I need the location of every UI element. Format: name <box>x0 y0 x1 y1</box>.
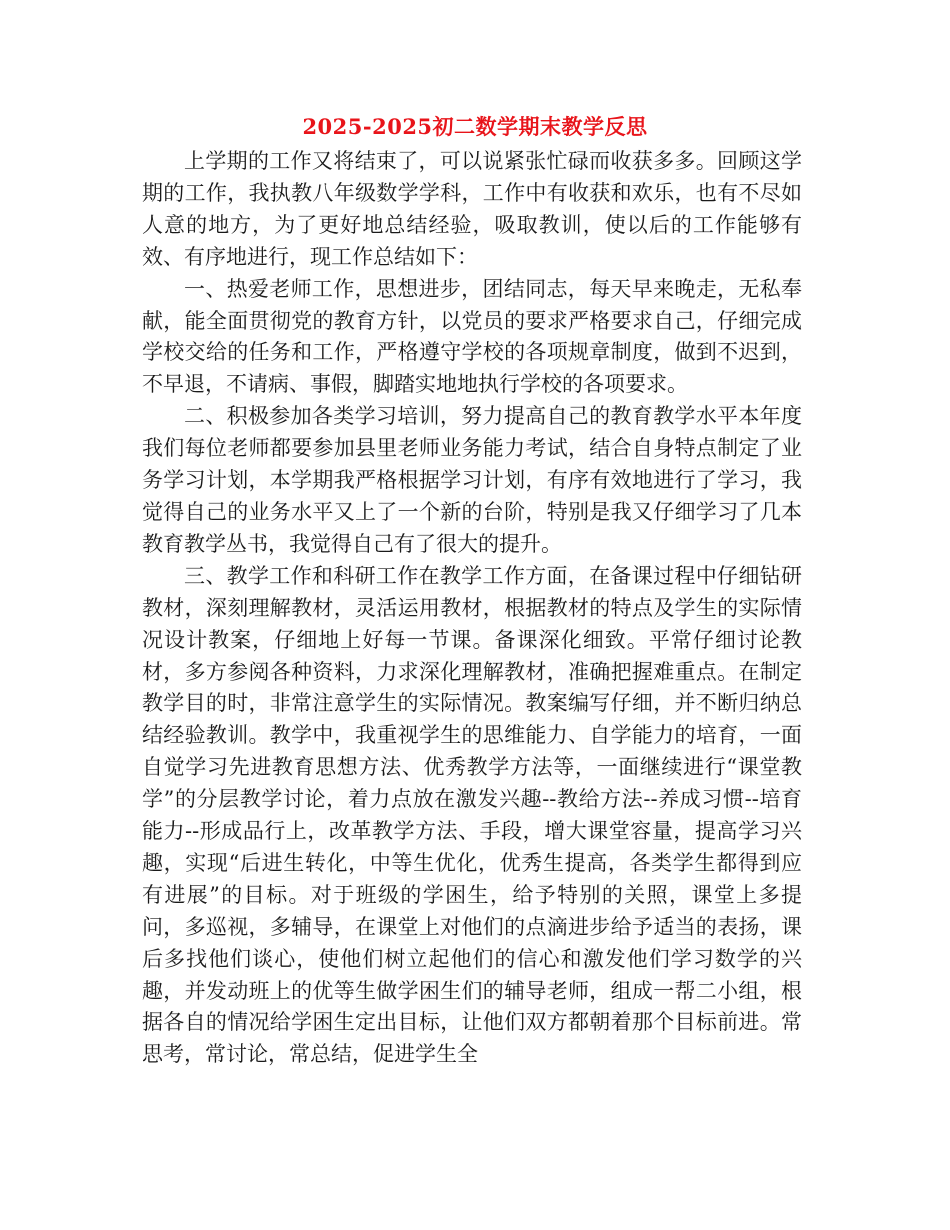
document-title: 2025-2025初二数学期末教学反思 <box>302 114 648 139</box>
document-body <box>142 146 802 1071</box>
paragraph-section-1: 一、热爱老师工作，思想进步，团结同志，每天早来晚走，无私奉献，能全面贯彻党的教育方针，以党员的要求严格要求自己，仔细完成学校交给的任务和工作，严格遵守学校的各项规章制度，做到不迟到，不早退，不请病、事假，脚踏实地地执行学校的各项要求。 <box>142 276 802 397</box>
paragraph-section-2: 二、积极参加各类学习培训，努力提高自己的教育教学水平本年度我们每位老师都要参加县里老师业务能力考试，结合自身特点制定了业务学习计划，本学期我严格根据学习计划，有序有效地进行了学习，我觉得自己的业务水平又上了一个新的台阶，特别是我又仔细学习了几本教育教学丛书，我觉得自己有了很大的提升。 <box>142 404 802 556</box>
paragraph-intro: 上学期的工作又将结束了，可以说紧张忙碌而收获多多。回顾这学期的工作，我执教八年级数学学科，工作中有收获和欢乐，也有不尽如人意的地方，为了更好地总结经验，吸取教训，使以后的工作能够有效、有序地进行，现工作总结如下： <box>142 149 802 269</box>
paragraph-section-3: 三、教学工作和科研工作在教学工作方面，在备课过程中仔细钻研教材，深刻理解教材，灵活运用教材，根据教材的特点及学生的实际情况设计教案，仔细地上好每一节课。备课深化细致。平常仔细讨论教材，多方参阅各种资料，力求深化理解教材，准确把握难重点。在制定教学目的时，非常注意学生的实际情况。教案编写仔细，并不断归纳总结经验教训。教学中，我重视学生的思维能力、自学能力的培育，一面自觉学习先进教育思想方法、优秀教学方法等，一面继续进行“课堂教学”的分层教学讨论，着力点放在激发兴趣--教给方法--养成习惯--培育能力--形成品行上，改革教学方法、手段，增大课堂容量，提高学习兴趣，实现“后进生转化，中等生优化，优秀生提高，各类学生都得到应有进展”的目标。对于班级的学困生，给予特别的关照，课堂上多提问，多巡视，多辅导，在课堂上对他们的点滴进步给予适当的表扬，课后多找他们谈心，使他们树立起他们的信心和激发他们学习数学的兴趣，并发动班上的优等生做学困生们的辅导老师，组成一帮二小组，根据各自的情况给学困生定出目标，让他们双方都朝着那个目标前进。常思考，常讨论，常总结，促进学生全 <box>142 563 802 1067</box>
